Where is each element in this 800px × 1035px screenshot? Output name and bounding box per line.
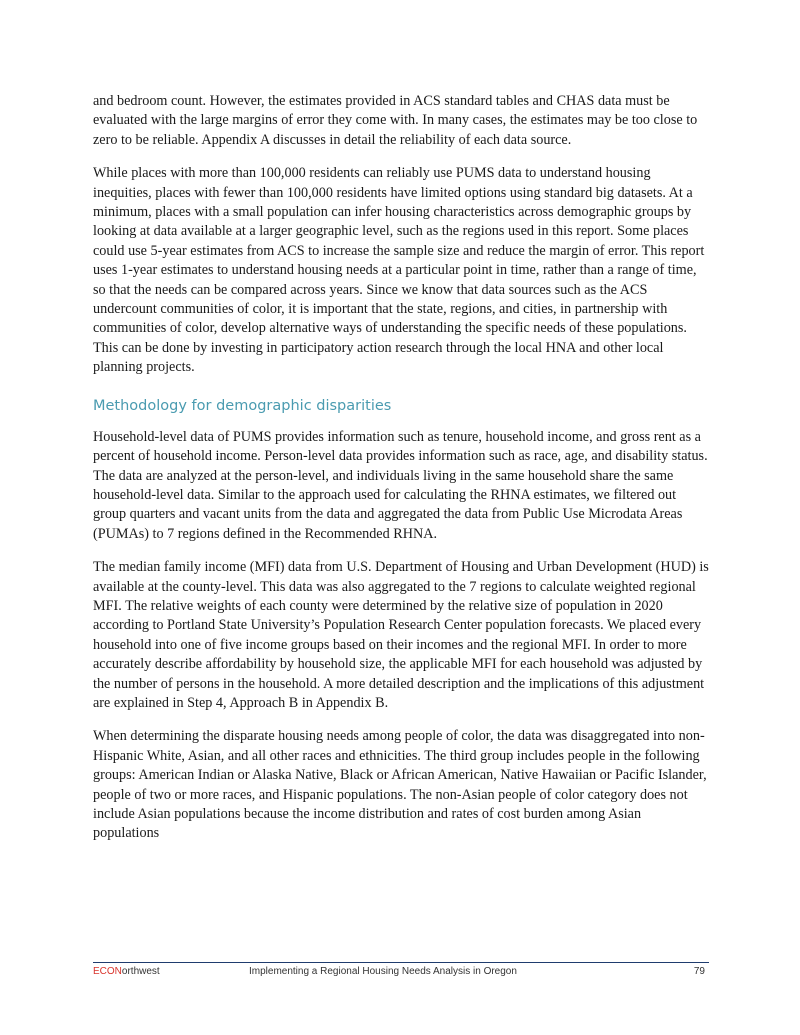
body-paragraph: While places with more than 100,000 residents can reliably use PUMS data to understand housing inequities, places with fewer than 100,000 residents have limited options using standard big datasets. At a minimum, places with a small population can infer housing characteristics across demographic groups by looking at data available at a larger geographic level, such as the regions used in this report. Some places could use 5-year estimates from ACS to increase the sample size and reduce the margin of error. This report uses 1-year estimates to understand housing needs at a particular point in time, rather than a range of time, so that the needs can be compared across years. Since we know that data sources such as the ACS undercount communities of color, it is important that the state, regions, and cities, in partnership with communities of color, develop alternative ways of understanding the specific needs of these populations. This can be done by investing in participatory action research through the local HNA and other local planning projects. [93, 165, 705, 376]
page-footer [93, 962, 709, 980]
brand-suffix: orthwest [121, 966, 160, 977]
body-paragraph: The median family income (MFI) data from U.S. Department of Housing and Urban Development (HUD) is available at the county-level. This data was also aggregated to the 7 regions to calculate weighted regional MFI. The relative weights of each county were determined by the relative size of population in 2020 according to Portland State University’s Population Research Center population forecasts. We placed every household into one of five income groups based on their incomes and the regional MFI. In order to more accurately describe affordability by household size, the applicable MFI for each household was adjusted by the number of persons in the household. A more detailed description and the implications of this adjustment are explained in Step 4, Approach B in Appendix B. [93, 559, 709, 711]
footer-brand [93, 966, 160, 977]
footer-document-title: Implementing a Regional Housing Needs Analysis in Oregon [249, 966, 517, 977]
document-page [93, 92, 709, 858]
body-paragraph: Household-level data of PUMS provides information such as tenure, household income, and gross rent as a percent of household income. Person-level data provides information such as race, age, and disability status. The data are analyzed at the person-level, and individuals living in the same household share the same household-level data. Similar to the approach used for calculating the RHNA estimates, we filtered out group quarters and vacant units from the data and aggregated the data from Public Use Microdata Areas (PUMAs) to 7 regions defined in the Recommended RHNA. [93, 428, 708, 542]
section-heading: Methodology for demographic disparities [93, 397, 392, 414]
brand-econ: ECON [93, 966, 122, 977]
body-paragraph: and bedroom count. However, the estimates provided in ACS standard tables and CHAS data must be evaluated with the large margins of error they come with. In many cases, the estimates may be too close to zero to be reliable. Appendix A discusses in detail the reliability of each data source. [93, 93, 698, 148]
body-paragraph: When determining the disparate housing needs among people of color, the data was disaggregated into non-Hispanic White, Asian, and all other races and ethnicities. The third group includes people in the following groups: American Indian or Alaska Native, Black or African American, Native Hawaiian or Pacific Islander, people of two or more races, and Hispanic populations. The non-Asian people of color category does not include Asian populations because the income distribution and rates of cost burden among Asian populations [93, 728, 707, 842]
page-number: 79 [693, 966, 705, 977]
